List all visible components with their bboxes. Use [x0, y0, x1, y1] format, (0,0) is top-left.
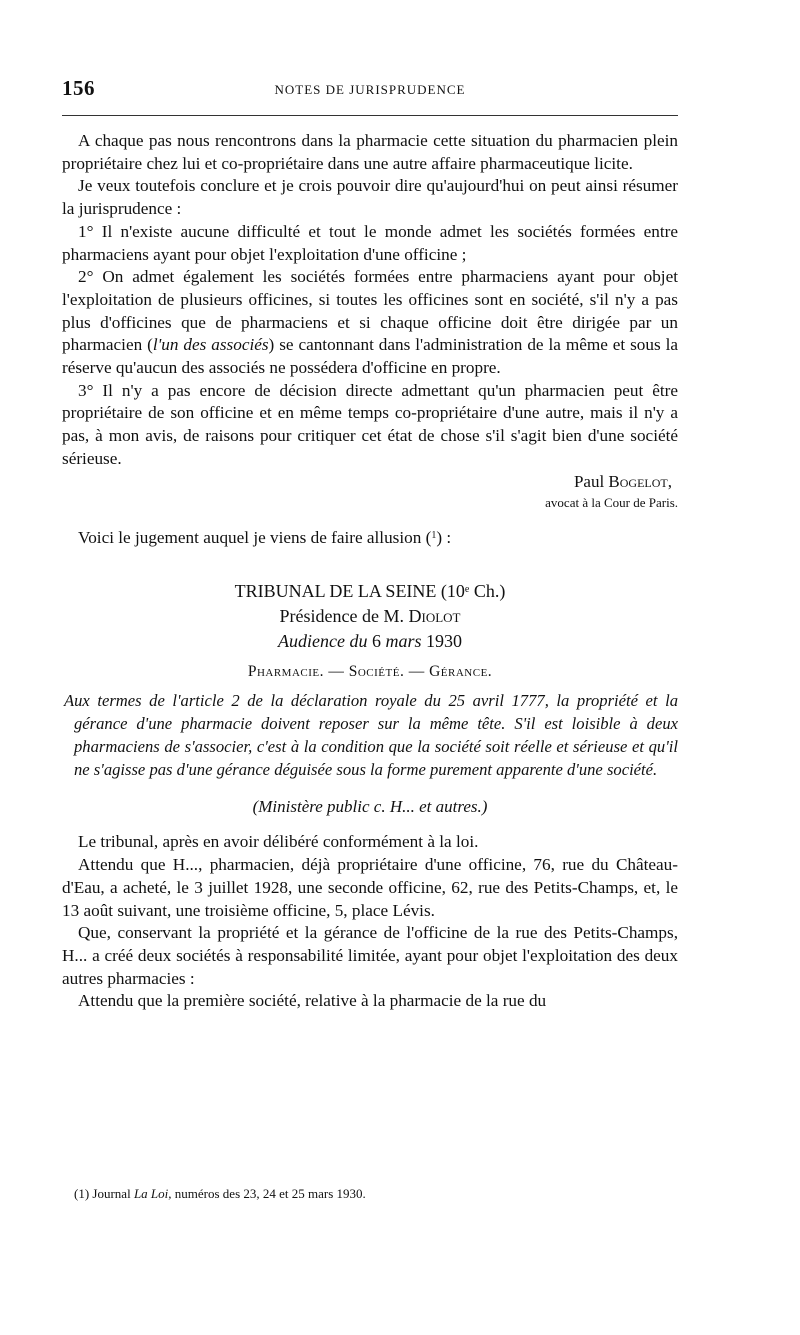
court-presidence — [62, 604, 678, 629]
audience-label: Audience du — [278, 631, 368, 652]
paragraph-point-1: 1° Il n'existe aucune difficulté et tout le monde admet les sociétés formées entre pharmaciens ayant pour objet l'exploitation d'une officine ; — [62, 221, 678, 264]
page-body — [62, 130, 678, 1013]
paragraph-conclusion: Je veux toutefois conclure et je crois pouvoir dire qu'aujourd'hui on peut ainsi résumer la jurisprudence : — [62, 176, 678, 219]
court-chamber-sup: e — [464, 584, 470, 596]
footnote — [74, 1186, 678, 1202]
presidence-prefix: Présidence de M. — [279, 606, 404, 627]
signature-name — [62, 471, 678, 493]
intro-text-end: ) : — [436, 527, 452, 547]
judgment-paragraph: Attendu que H..., pharmacien, déjà propriétaire d'une officine, 76, rue du Château-d'Eau, a acheté, le 3 juillet 1928, une seconde officine, 62, rue des Petits-Champs, et, le 13 août suivant, une troisième officine, 5, place Lévis. — [62, 855, 678, 920]
footnote-prefix: Journal — [92, 1186, 131, 1201]
footnote-text: numéros des 23, 24 et 25 mars 1930. — [174, 1186, 366, 1201]
running-head: NOTES DE JURISPRUDENCE — [274, 82, 466, 97]
keywords-line: Pharmacie. — Société. — Gérance. — [247, 663, 493, 681]
intro-text: Voici le jugement auquel je viens de faire allusion ( — [78, 527, 432, 547]
court-name-text: TRIBUNAL DE LA SEINE (10 — [234, 581, 465, 602]
judgment-intro — [62, 527, 678, 550]
case-summary: Aux termes de l'article 2 de la déclaration royale du 25 avril 1777, la propriété et la gérance d'une pharmacie doivent reposer sur la même tête. S'il est loisible à deux pharmaciens de s'associer, c'est à la condition que la société soit réelle et sérieuse et qu'il ne s'agisse pas d'une gérance déguisée sous la forme purement apparente d'une société. — [64, 691, 678, 779]
signature-last-name: Bogelot, — [608, 471, 672, 491]
paragraph-situation: A chaque pas nous rencontrons dans la pharmacie cette situation du pharmacien plein propriétaire chez lui et co-propriétaire dans une autre affaire pharmaceutique licite. — [62, 131, 678, 173]
president-name: Diolot — [408, 606, 461, 627]
paragraph-point-2 — [62, 266, 678, 380]
judgment-text — [62, 831, 678, 1013]
signature-title: avocat à la Cour de Paris. — [545, 494, 678, 510]
court-heading — [62, 579, 678, 654]
court-audience — [62, 629, 678, 654]
court-chamber: Ch.) — [469, 581, 506, 602]
court-name — [62, 579, 678, 604]
judgment-paragraph: Attendu que la première société, relative à la pharmacie de la rue du — [78, 991, 547, 1011]
audience-year: 1930 — [425, 631, 462, 652]
paragraph-point-3: 3° Il n'y a pas encore de décision directe admettant qu'un pharmacien peut être propriétaire de son officine et en même temps co-propriétaire d'une autre, mais il n'y a pas, à mon avis, de raisons pour critiquer cet état de chose s'il s'agit bien d'une société sérieuse. — [62, 380, 678, 468]
footnote-marker: (1) — [74, 1186, 90, 1201]
point-2-italic: l'un des associés — [152, 335, 269, 355]
signature-first-name: Paul — [573, 471, 605, 491]
judgment-paragraph: Le tribunal, après en avoir délibéré conformément à la loi. — [78, 832, 479, 852]
page-number: 156 — [62, 76, 95, 100]
audience-month: mars — [385, 631, 422, 652]
footnote-journal: La Loi, — [133, 1186, 172, 1201]
judgment-paragraph: Que, conservant la propriété et la gérance de l'officine de la rue des Petits-Champs, H... a créé deux sociétés à responsabilité limitée, ayant pour objet l'exploitation des deux autres pharmacies : — [62, 923, 678, 988]
footnote-ref: 1 — [431, 529, 437, 541]
point-2-text: 2° On admet également les sociétés formées entre pharmaciens ayant pour objet l'exploitation de plusieurs officines, si toutes les officines sont en société, s'il n'y a pas plus d'officines que de pharmaciens et si chaque officine doit être dirigée par un pharmacien ( — [62, 267, 678, 355]
case-parties: (Ministère public c. H... et autres.) — [252, 797, 488, 817]
audience-day: 6 — [371, 631, 381, 652]
point-2-text-end: ) se cantonnant dans l'administration de la même et sous la réserve qu'aucun des associés ne possédera d'officine en propre. — [62, 335, 679, 378]
header-rule — [62, 115, 678, 116]
page-header — [62, 76, 678, 102]
